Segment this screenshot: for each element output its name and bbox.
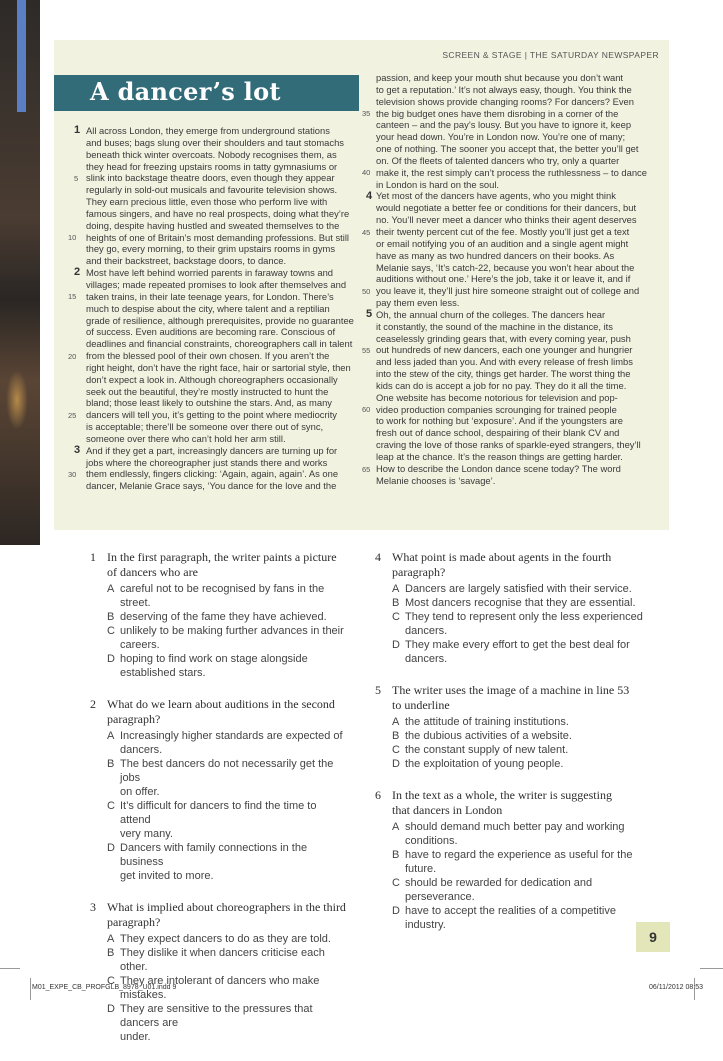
answer-option-b[interactable]: [90, 757, 350, 799]
option-letter: A: [392, 821, 400, 833]
question-text-line: to underline: [392, 697, 450, 712]
question-text-line: What point is made about agents in the fourth: [392, 550, 612, 564]
option-letter: A: [107, 583, 115, 595]
option-text: [120, 757, 350, 799]
article-line: dancer, Melanie Grace says, ‘You dance for the love and the: [86, 480, 337, 492]
option-letter: B: [392, 849, 400, 861]
option-text-line: under.: [120, 1031, 151, 1043]
option-letter: C: [107, 625, 115, 637]
question-text-line: paragraph?: [392, 564, 446, 579]
article-line: out hundreds of new dancers, each one younger and hungrier: [376, 344, 633, 356]
article-line: taken trains, in their late teenage years, for London. There’s: [86, 290, 334, 302]
line-number: 10: [68, 233, 77, 243]
article-line: How to describe the London dance scene today? The word: [376, 462, 621, 474]
option-text: [120, 932, 331, 946]
answer-option-a[interactable]: [90, 582, 350, 610]
line-number: 20: [68, 351, 77, 361]
question-text-line: In the text as a whole, the writer is suggesting: [392, 788, 612, 802]
article-line: One website has become notorious for television and pop-: [376, 391, 618, 403]
line-number: 40: [362, 168, 371, 178]
option-letter: C: [392, 744, 400, 756]
option-text: [120, 1002, 350, 1044]
question-stem: [90, 550, 350, 579]
article-line: dancers will tell you, it’s getting to the point where mediocrity: [86, 409, 337, 421]
line-number: 30: [68, 470, 77, 480]
question-6: [375, 788, 643, 932]
footer-timestamp: 06/11/2012 08:53: [649, 984, 703, 991]
article-line: someone over there who can’t hold her arm still.: [86, 432, 286, 444]
option-text-line: should demand much better pay and working: [405, 821, 625, 833]
answer-option-b[interactable]: [90, 610, 350, 624]
answer-option-d[interactable]: [375, 904, 643, 932]
paragraph-number: 2: [74, 266, 81, 279]
article-line: make it, the rest simply can’t process the ruthlessness – to dance: [376, 166, 647, 178]
article-line: to get a reputation.’ It’s not always easy, though. You think the: [376, 83, 632, 95]
paragraph-number: 3: [74, 443, 81, 456]
question-4: [375, 550, 643, 666]
option-text-line: hoping to find work on stage alongside: [120, 653, 308, 665]
crop-mark: [700, 968, 723, 969]
question-number: 3: [90, 900, 96, 914]
article-line: have as many as two hundred dancers on their books. As: [376, 249, 615, 261]
option-letter: B: [392, 730, 400, 742]
article-line: doing, despite having hustled and sweated themselves to the: [86, 219, 340, 231]
option-letter: C: [392, 611, 400, 623]
article-line: Melanie chooses is ‘savage’.: [376, 474, 496, 486]
article-line: auditions without one.’ Here’s the job, take it or leave it, and if: [376, 273, 631, 285]
answer-option-b[interactable]: [375, 848, 643, 876]
questions-column-right: [375, 550, 643, 949]
line-number: 45: [362, 227, 371, 237]
option-text-line: careful not to be recognised by fans in the street.: [120, 583, 325, 609]
answer-option-a[interactable]: [90, 932, 350, 946]
article-line: would negotiate a better fee or conditions for their dancers, but: [376, 202, 637, 214]
option-letter: A: [107, 730, 115, 742]
answer-option-d[interactable]: [90, 652, 350, 680]
article-line: them endlessly, fingers clicking: ‘Again, again, again’. As one: [86, 468, 339, 480]
question-3: [90, 900, 350, 1044]
option-text-line: They tend to represent only the less experienced: [405, 611, 643, 623]
option-letter: D: [392, 758, 400, 770]
crop-mark: [30, 978, 31, 1000]
answer-option-a[interactable]: [375, 715, 643, 729]
option-letter: B: [107, 947, 115, 959]
question-text: [392, 683, 629, 712]
article-line: it constantly, the sound of the machine in the distance, its: [376, 320, 613, 332]
option-text-line: careers.: [120, 639, 160, 651]
option-text-line: the exploitation of young people.: [405, 758, 564, 770]
article-line: All across London, they emerge from underground stations: [86, 125, 330, 136]
option-letter: C: [107, 975, 115, 987]
question-text: [392, 550, 611, 579]
article-line: Oh, the annual churn of the colleges. The dancers hear: [376, 308, 606, 320]
option-text-line: the attitude of training institutions.: [405, 716, 569, 728]
article-line: much to despise about the city, where talent and a reptilian: [86, 302, 330, 314]
option-text: [405, 820, 625, 848]
option-letter: D: [107, 653, 115, 665]
article-line: and buses; bags slung over their shoulders and taut stomachs: [86, 136, 344, 148]
option-letter: B: [107, 758, 115, 770]
option-text: [120, 652, 308, 680]
option-text-line: the dubious activities of a website.: [405, 730, 572, 742]
article-line: jobs where the choreographer just stands there and works: [86, 456, 328, 468]
question-text: [107, 900, 346, 929]
article-line: you leave it, they’ll just hire someone straight out of college and: [376, 285, 640, 297]
article-line: ceaselessly grinding gears that, with every coming year, push: [376, 332, 631, 344]
option-text-line: have to accept the realities of a competitive: [405, 905, 616, 917]
article-line: beneath thick winter overcoats. Nobody recognises them, as: [86, 148, 337, 160]
article-line: Yet most of the dancers have agents, who you might think: [376, 190, 616, 202]
question-text-line: paragraph?: [107, 711, 161, 726]
article-line: leap at the chance. It’s the reason things are getting harder.: [376, 451, 623, 462]
article-line: grade of resilience, although prerequisites, provide no guarantee: [86, 314, 354, 326]
option-text-line: deserving of the fame they have achieved.: [120, 611, 327, 623]
option-text-line: dancers.: [405, 625, 448, 637]
crop-mark: [0, 968, 20, 969]
article-line: bland; those least likely to outshine the stars. And, as many: [86, 397, 332, 409]
option-letter: C: [107, 800, 115, 812]
article-line: canteen – and the pay’s lousy. But you have to ignore it, keep: [376, 119, 632, 131]
article-line: television shows provide changing rooms? For dancers? Even: [376, 95, 634, 107]
option-text-line: They dislike it when dancers criticise each other.: [120, 947, 325, 973]
option-text-line: get invited to more.: [120, 870, 214, 882]
paragraph-number: 5: [366, 308, 373, 320]
option-text-line: future.: [405, 863, 437, 875]
answer-option-d[interactable]: [375, 757, 643, 771]
option-text: [405, 743, 568, 757]
article-line: pay them even less.: [376, 297, 460, 309]
answer-option-a[interactable]: [90, 729, 350, 757]
article-line: or email notifying you of an audition and a single agent might: [376, 237, 629, 249]
section-tab: [17, 0, 26, 112]
article-line: video production companies scrounging for trained people: [376, 403, 617, 415]
option-text-line: the constant supply of new talent.: [405, 744, 569, 756]
page-number-badge: [636, 922, 670, 952]
option-text: [405, 638, 630, 666]
option-text: [120, 624, 344, 652]
option-text: [120, 799, 350, 841]
option-text: [405, 876, 592, 904]
article-line: kids can do is accept a job for no pay. They do it all the time.: [376, 379, 627, 391]
option-text: [405, 729, 572, 743]
article-line: slink into backstage theatre doors, even though they appear: [86, 172, 335, 184]
option-text-line: Most dancers recognise that they are essential.: [405, 597, 636, 609]
article-line: from the blessed pool of their own chosen. If you aren’t the: [86, 350, 330, 362]
article-line: regularly in sold-out musicals and favourite television shows.: [86, 184, 338, 196]
line-number: 5: [74, 173, 79, 183]
option-text-line: Increasingly higher standards are expected of: [120, 730, 343, 742]
option-text-line: Dancers with family connections in the business: [120, 842, 308, 868]
article-line: on. Of the fleets of talented dancers who try, only a quarter: [376, 154, 620, 166]
question-text: [107, 697, 335, 726]
option-letter: A: [392, 716, 400, 728]
option-text: [120, 841, 350, 883]
question-number: 5: [375, 683, 381, 697]
title-bar: [54, 75, 359, 111]
line-number: 25: [68, 410, 77, 420]
article-title: A dancer’s lot: [90, 77, 281, 106]
option-text-line: perseverance.: [405, 891, 475, 903]
question-text-line: What is implied about choreographers in the third: [107, 900, 346, 914]
question-text-line: In the first paragraph, the writer paints a picture: [107, 550, 337, 564]
answer-option-c[interactable]: [90, 624, 350, 652]
question-text-line: of dancers who are: [107, 564, 198, 579]
line-number: 55: [362, 346, 371, 356]
question-number: 2: [90, 697, 96, 711]
option-text-line: established stars.: [120, 667, 206, 679]
section-kicker: SCREEN & STAGE | THE SATURDAY NEWSPAPER: [442, 50, 659, 60]
question-2: [90, 697, 350, 883]
option-text-line: They make every effort to get the best deal for: [405, 639, 630, 651]
option-letter: A: [107, 933, 115, 945]
option-text: [405, 715, 569, 729]
article-column-left: [86, 125, 358, 492]
answer-option-a[interactable]: [375, 820, 643, 848]
paragraph-number: 1: [74, 124, 81, 136]
page-number: 9: [649, 929, 657, 945]
article-line: their twenty percent cut of the fee. Mostly you’ll just get a text: [376, 225, 630, 237]
article-line: no. You’ll never meet a dancer who thinks their agent deserves: [376, 214, 637, 226]
option-text-line: They are intolerant of dancers who make mistakes.: [120, 975, 320, 1001]
article-line: to work for nothing but ‘exposure’. And if the youngsters are: [376, 415, 624, 427]
option-text-line: dancers.: [120, 744, 163, 756]
option-text: [120, 582, 350, 610]
question-number: 4: [375, 550, 381, 564]
option-text: [405, 848, 632, 876]
question-5: [375, 683, 643, 771]
option-text-line: It’s difficult for dancers to find the time to attend: [120, 800, 317, 826]
article-line: the big budget ones have them disrobing in a corner of the: [376, 107, 619, 119]
article-line: villages; made repeated promises to look after themselves and: [86, 278, 347, 290]
line-number: 65: [362, 464, 371, 474]
option-text: [405, 596, 636, 610]
option-text: [405, 904, 616, 932]
question-stem: [90, 900, 350, 929]
article-line: don’t expect a look in. Although choreographers occasionally: [86, 373, 338, 385]
answer-option-c[interactable]: [375, 876, 643, 904]
option-text: [405, 610, 643, 638]
option-letter: D: [392, 639, 400, 651]
option-text-line: conditions.: [405, 835, 458, 847]
article-line: and less jaded than you. And with every release of fresh limbs: [376, 356, 633, 368]
option-letter: D: [107, 842, 115, 854]
option-text-line: They are sensitive to the pressures that dancers are: [120, 1003, 313, 1029]
question-text: [107, 550, 337, 579]
question-stem: [375, 683, 643, 712]
option-text-line: dancers.: [405, 653, 448, 665]
article-line: seek out the beautiful, they’re mostly instructed to hunt the: [86, 385, 329, 397]
article-column-right: [376, 72, 654, 487]
option-text-line: very many.: [120, 828, 173, 840]
option-text: [405, 757, 563, 771]
question-text-line: paragraph?: [107, 914, 161, 929]
article-line: craving the love of those ranks of sparkle-eyed strangers, they’ll: [376, 439, 641, 451]
option-letter: C: [392, 877, 400, 889]
answer-option-a[interactable]: [375, 582, 643, 596]
answer-option-d[interactable]: [90, 1002, 350, 1044]
question-text-line: that dancers in London: [392, 802, 503, 817]
option-text-line: industry.: [405, 919, 446, 931]
article-line: and their backstreet, backstage doors, to dance.: [86, 255, 287, 267]
answer-option-d[interactable]: [375, 638, 643, 666]
option-text-line: have to regard the experience as useful for the: [405, 849, 633, 861]
article-line: is acceptable; there’ll be someone over there out of sync,: [86, 421, 324, 433]
line-number: 60: [362, 405, 371, 415]
option-text: [120, 946, 350, 974]
article-line: your head down. You’re in London now. You’re one of many;: [376, 131, 626, 143]
question-1: [90, 550, 350, 680]
option-text-line: The best dancers do not necessarily get the jobs: [120, 758, 334, 784]
question-number: 6: [375, 788, 381, 802]
article-line: in London is hard on the soul.: [376, 178, 500, 190]
article-line: fresh out of dance school, despairing of their blank CV and: [376, 427, 620, 439]
answer-option-b[interactable]: [375, 729, 643, 743]
article-panel: [54, 40, 669, 530]
article-line: Melanie says, ‘It’s catch-22, because you won’t hear about the: [376, 261, 635, 273]
option-text-line: on offer.: [120, 786, 160, 798]
option-letter: D: [392, 905, 400, 917]
question-number: 1: [90, 550, 96, 564]
answer-option-d[interactable]: [90, 841, 350, 883]
question-stem: [375, 550, 643, 579]
option-letter: B: [392, 597, 400, 609]
answer-option-c[interactable]: [375, 610, 643, 638]
option-letter: A: [392, 583, 400, 595]
answer-option-b[interactable]: [90, 946, 350, 974]
answer-option-b[interactable]: [375, 596, 643, 610]
option-text: [120, 729, 343, 757]
article-line: into the stew of the city, things get harder. The worst thing the: [376, 368, 631, 380]
article-line: Most have left behind worried parents in faraway towns and: [86, 267, 334, 279]
question-stem: [375, 788, 643, 817]
line-number: 35: [362, 109, 371, 119]
option-text-line: unlikely to be making further advances in their: [120, 625, 344, 637]
option-letter: D: [107, 1003, 115, 1015]
article-line: They earn precious little, even those who perform live with: [86, 196, 328, 208]
option-text-line: should be rewarded for dedication and: [405, 877, 593, 889]
option-text: [405, 582, 632, 596]
option-text: [120, 610, 327, 624]
article-line: heights of one of Britain’s most demanding professions. But still: [86, 231, 349, 243]
article-line: one of nothing. The sooner you accept that, the better you’ll get: [376, 143, 639, 155]
article-line: of success. Even auditions are becoming rare. Conscious of: [86, 326, 336, 338]
question-text: [392, 788, 612, 817]
article-line: right height, don’t have the right face, hair or sartorial style, then: [86, 361, 351, 373]
footer-filename: M01_EXPE_CB_PROFGLB_8978_U01.indd 9: [32, 984, 177, 991]
article-line: they head for freezing upstairs rooms in tatty gymnasiums or: [86, 160, 338, 172]
option-text-line: They expect dancers to do as they are told.: [120, 933, 331, 945]
paragraph-number: 4: [366, 189, 373, 202]
line-number: 15: [68, 292, 77, 302]
answer-option-c[interactable]: [375, 743, 643, 757]
article-line: And if they get a part, increasingly dancers are turning up for: [86, 444, 338, 456]
option-text-line: Dancers are largely satisfied with their service.: [405, 583, 632, 595]
question-stem: [90, 697, 350, 726]
question-text-line: What do we learn about auditions in the second: [107, 697, 335, 711]
answer-option-c[interactable]: [90, 799, 350, 841]
article-line: famous singers, and have no real prospects, doing what they’re: [86, 207, 350, 219]
line-number: 50: [362, 286, 371, 296]
option-letter: B: [107, 611, 115, 623]
question-text-line: The writer uses the image of a machine in line 53: [392, 683, 630, 697]
article-line: passion, and keep your mouth shut because you don’t want: [376, 72, 624, 83]
article-line: deadlines and financial constraints, choreographers call in talent: [86, 338, 353, 350]
article-line: they go, every morning, to their grim upstairs rooms in gyms: [86, 243, 336, 255]
